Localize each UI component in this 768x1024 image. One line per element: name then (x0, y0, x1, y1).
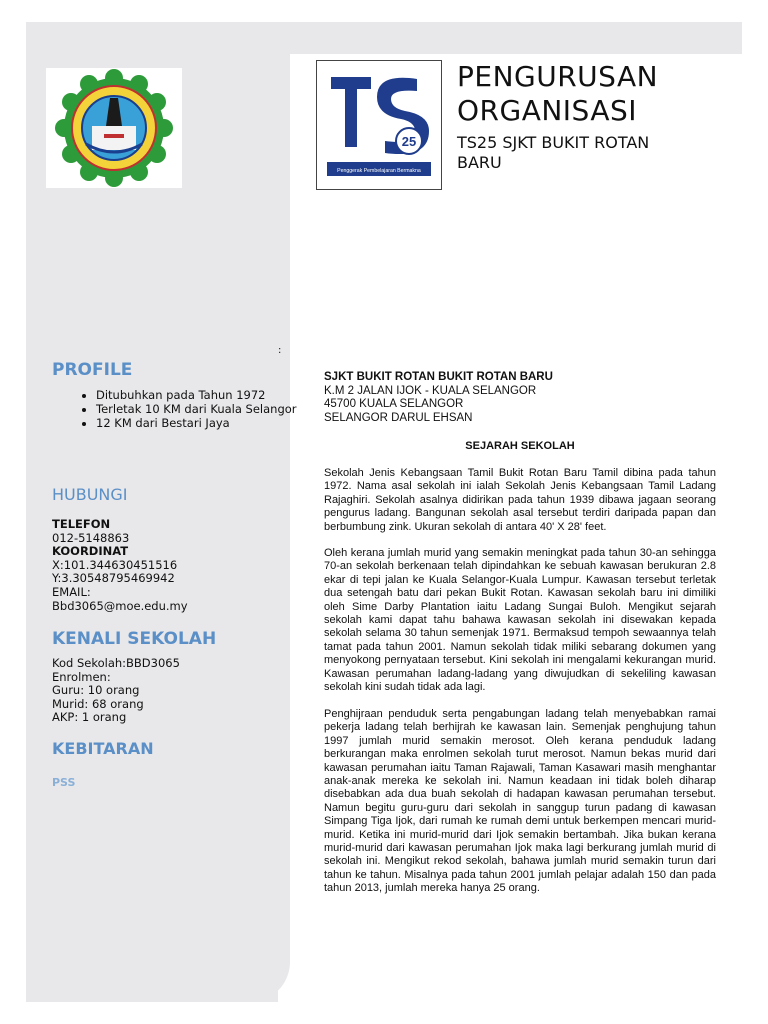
kenali-sekolah-block (52, 657, 272, 725)
ts-logo-caption: Penggerak Pembelajaran Bermakna (337, 168, 421, 174)
kenali-line: AKP: 1 orang (52, 710, 127, 725)
address-line: SELANGOR DARUL EHSAN (324, 411, 473, 424)
title-line-1: PENGURUSAN (457, 60, 659, 93)
address-line: K.M 2 JALAN IJOK - KUALA SELANGOR (324, 384, 537, 397)
profile-item: • Ditubuhkan pada Tahun 1972 (96, 388, 311, 402)
ts25-logo (316, 60, 442, 190)
profile-item: • 12 KM dari Bestari Jaya (96, 416, 311, 430)
history-paragraph-2: Oleh kerana jumlah murid yang semakin meningkat pada tahun 30-an sehingga 70-an sekolah berkenaan telah dipindahkan ke sebuah kawasan berukuran 2.8 ekar di tepi jalan ke Kuala Selangor-Kuala Lumpur. Kawasan tersebut terletak dua setengah batu dari pekan Bukit Rotan. Kawasan sekolah baru ini dimiliki oleh Sime Darby Plantation iaitu Ladang Sungai Buloh. Mengikut sejarah sekolah kami dapat tahu bahawa kawasan sekolah ini disewakan kepada sekolah selama 30 tahun semenjak 1971. Bermaksud tempoh sewaannya telah tamat pada tahun 2001. Namun sekolah tidak miliki sebarang dokumen yang menyokong pernyataan tersebut. Kini sekolah ini mengalami kekurangan murid. Kawasan perumahan ladang-ladang yang diwujudkan di sekeliling kawasan sekolah kini sudah tidak ada lagi. (324, 547, 716, 694)
kenali-sekolah-heading: KENALI SEKOLAH (52, 629, 217, 649)
ts-logo-number: 25 (401, 134, 417, 149)
telefon-value: 012-5148863 (52, 530, 130, 545)
contact-block (52, 518, 272, 613)
page-subtitle (457, 133, 717, 173)
hubungi-heading: HUBUNGI (52, 485, 128, 504)
kenali-line: Murid: 68 orang (52, 696, 144, 711)
kebitaran-value: PSS (52, 776, 76, 789)
koordinat-x: X:101.344630451516 (52, 557, 178, 572)
title-line-2: ORGANISASI (457, 94, 638, 127)
section-title: SEJARAH SEKOLAH (465, 440, 575, 452)
school-crest-logo (46, 68, 182, 188)
school-address (324, 371, 716, 425)
school-name: SJKT BUKIT ROTAN BUKIT ROTAN BARU (324, 371, 553, 383)
profile-list (52, 388, 311, 430)
kenali-line: Kod Sekolah:BBD3065 (52, 656, 180, 670)
separator-mark: : (278, 345, 282, 356)
page-title (457, 60, 658, 128)
profile-heading: PROFILE (52, 360, 133, 380)
email-label: EMAIL: (52, 584, 91, 599)
telefon-label: TELEFON (52, 517, 111, 531)
address-line: 45700 KUALA SELANGOR (324, 398, 464, 411)
subtitle-line-1: TS25 SJKT BUKIT ROTAN (457, 133, 650, 152)
kenali-line: Guru: 10 orang (52, 683, 140, 698)
history-paragraph-1: Sekolah Jenis Kebangsaan Tamil Bukit Rotan Baru Tamil dibina pada tahun 1972. Nama asal sekolah ini ialah Sekolah Jenis Kebangsaan Tamil Ladang Rajaghiri. Sekolah asalnya didirikan pada tahun 1939 dibawa jagaan seorang pengurus ladang. Bangunan sekolah asal tersebut terdiri daripada papan dan berbumbung zink. Ukuran sekolah di antara 40' X 28' feet. (324, 467, 716, 533)
koordinat-label: KOORDINAT (52, 544, 129, 559)
email-value: Bbd3065@moe.edu.my (52, 598, 188, 613)
koordinat-y: Y:3.30548795469942 (52, 571, 175, 586)
history-paragraph-3: Penghijraan penduduk serta pengabungan ladang telah menyebabkan ramai pekerja ladang telah berhijrah ke kawasan lain. Semenjak penghujung tahun 1997 jumlah murid semakin merosot. Oleh kerana penduduk ladang berkurangan maka enrolmen sekolah turut merosot. Namun bekas murid dari kawasan perumahan iaitu Taman Rajawali, Taman Kasawari masih menghantar anak-anak mereka ke sekolah ini. Namun keadaan ini tidak boleh diharap disebabkan ada dua buah sekolah di hadapan kawasan perumahan tersebut. Namun begitu guru-guru dari sekolah in sanggup turun padang di kawasan Simpang Tiga Ijok, dari rumah ke rumah demi untuk berkempen mencari murid-murid. Ketika ini murid-murid dari Ijok semakin bertambah. Jika bukan kerana murid-murid dari kawasan perumahan Ijok maka lagi berkurang jumlah murid di sekolah ini. Mengikut rekod sekolah, bahawa jumlah murid semakin turun dari tahun ke tahun. Misalnya pada tahun 2001 jumlah pelajar adalah 150 dan pada tahun 2013, jumlah mereka hanya 25 orang. (324, 708, 716, 895)
kenali-line: Enrolmen: (52, 669, 111, 684)
profile-item: • Terletak 10 KM dari Kuala Selangor (96, 402, 311, 416)
subtitle-line-2: BARU (457, 153, 502, 172)
kebitaran-heading: KEBITARAN (52, 739, 154, 758)
